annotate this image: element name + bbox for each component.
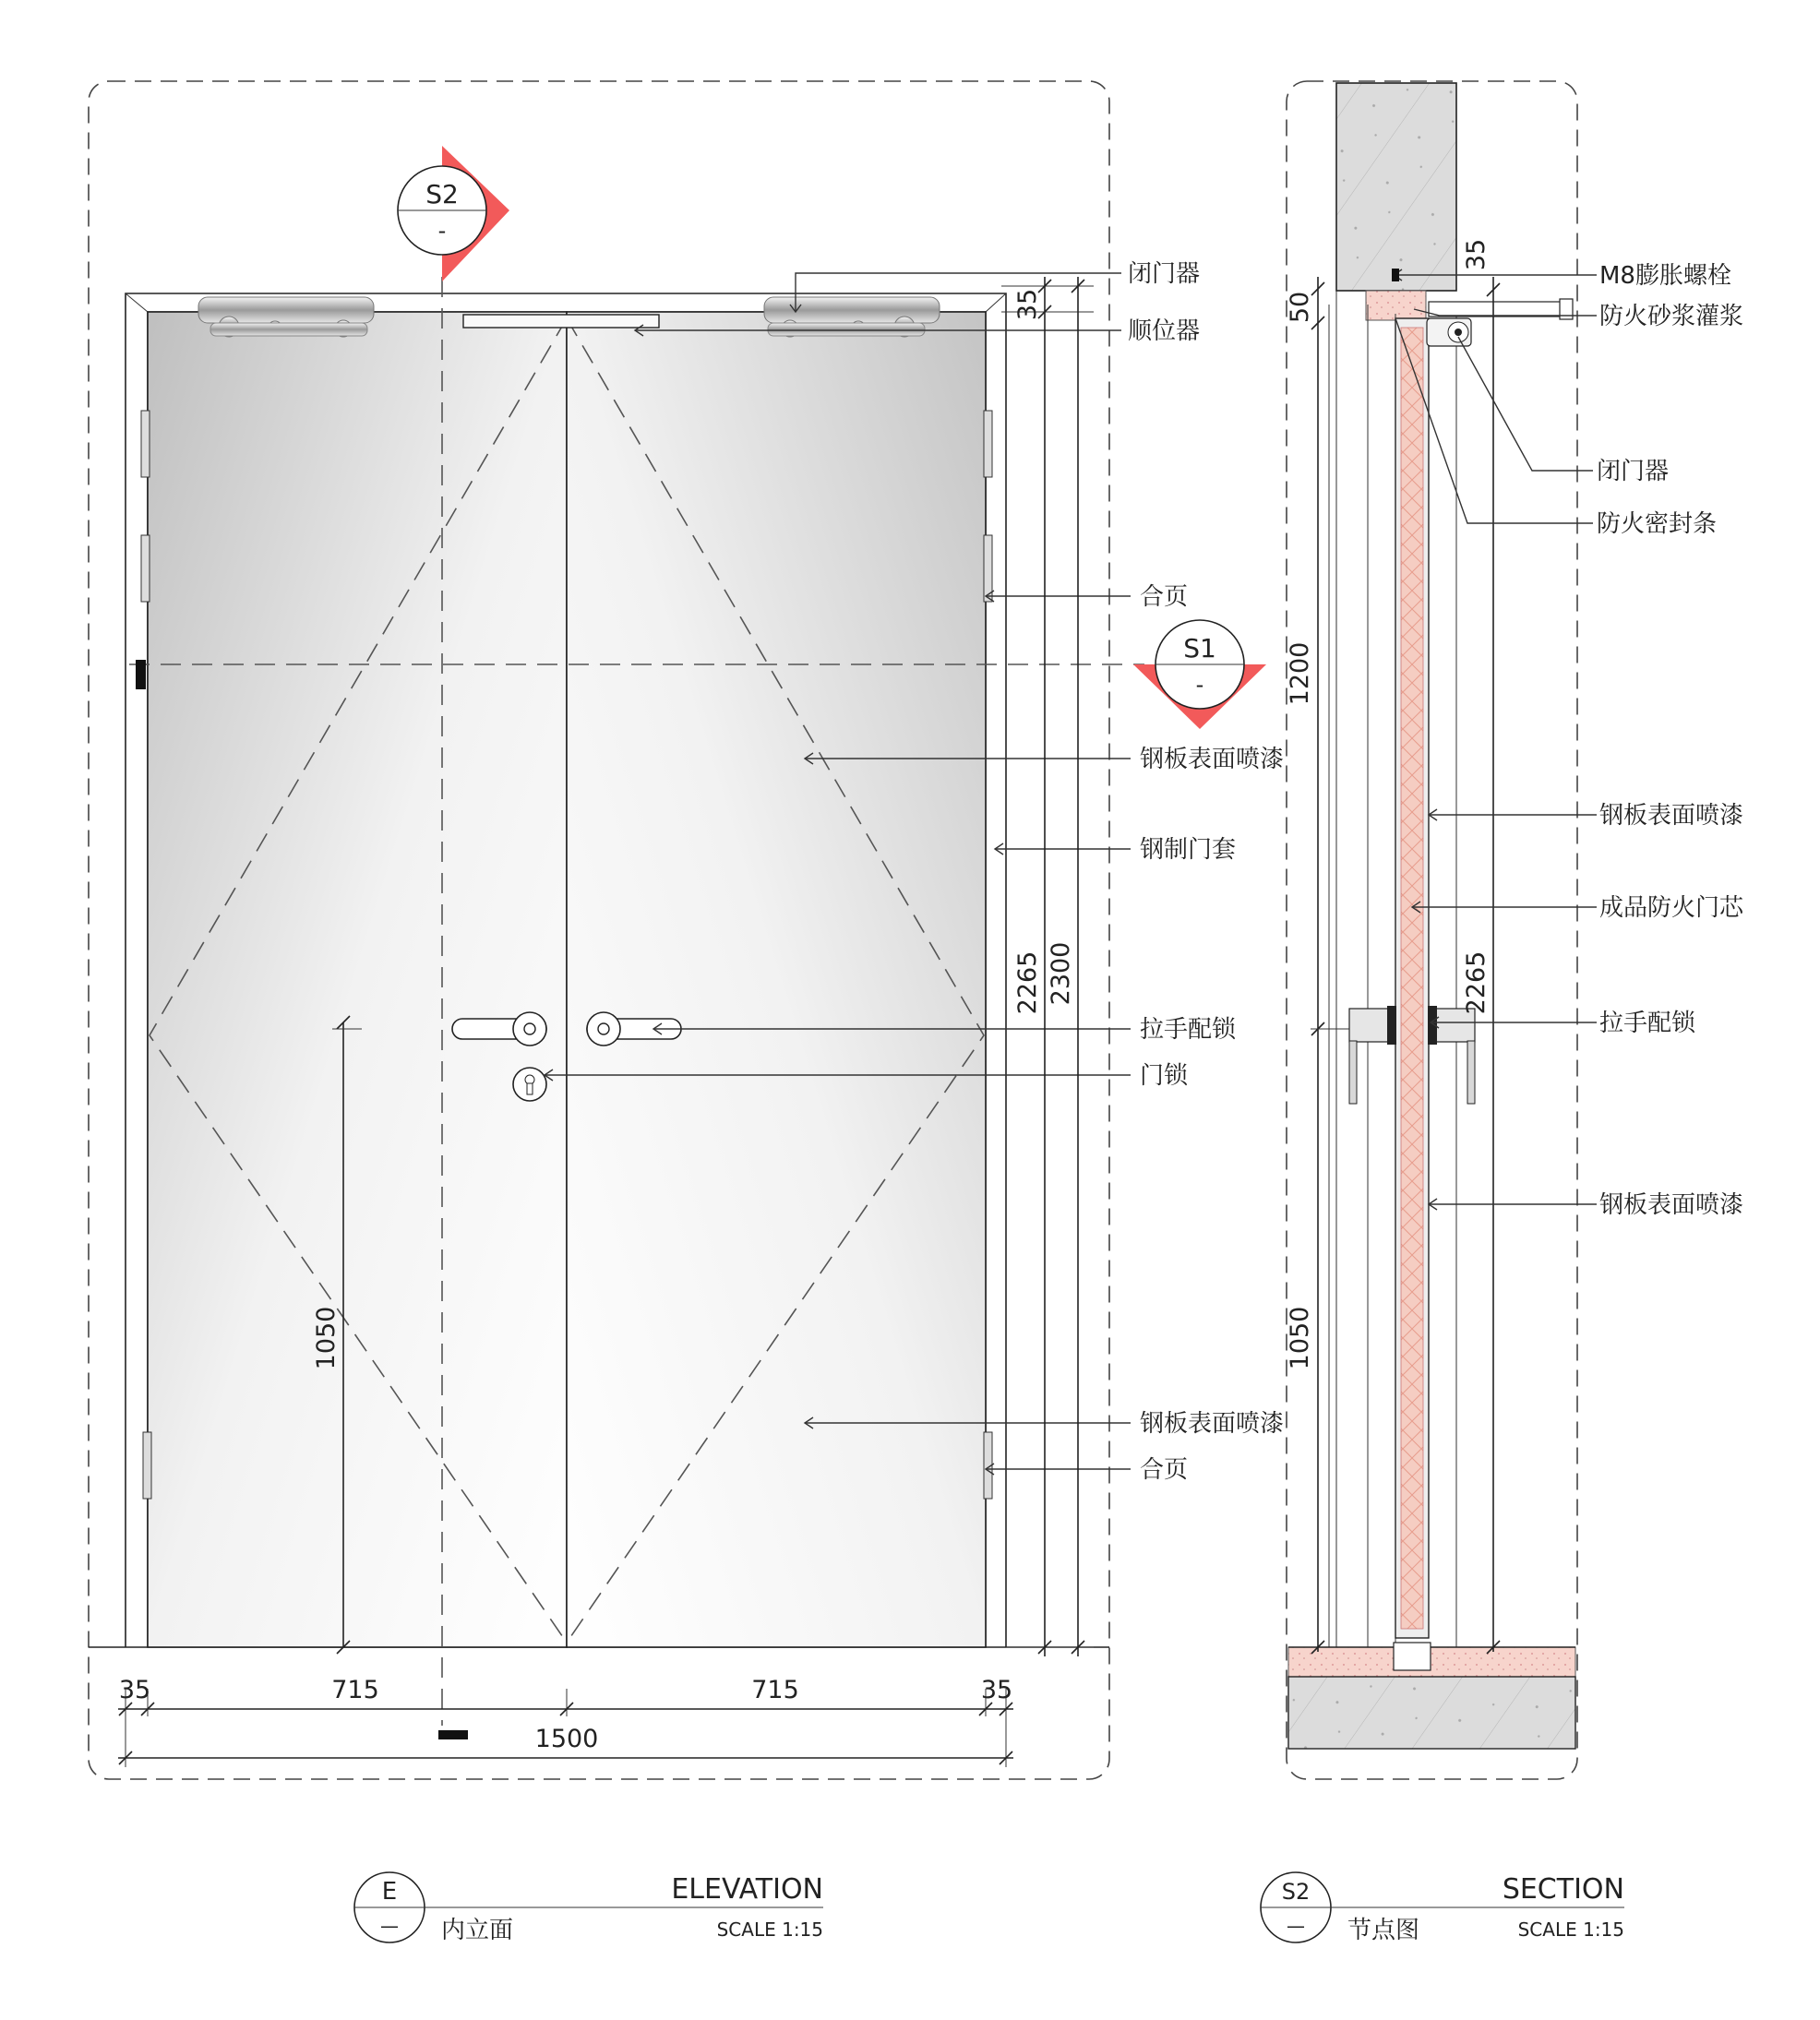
- section-marker-s1-sub: -: [1195, 672, 1204, 698]
- section-marker-s1-code: S1: [1183, 633, 1216, 663]
- section-label-bolt: M8膨胀螺栓: [1599, 262, 1731, 290]
- section-label-handle-lock: 拉手配锁: [1599, 1010, 1696, 1037]
- door-lock-cylinder: [513, 1068, 546, 1101]
- label-steel-paint-2: 钢板表面喷漆: [1140, 1410, 1285, 1438]
- section-title-scale: SCALE 1:15: [1517, 1918, 1624, 1941]
- label-steel-frame: 钢制门套: [1140, 836, 1237, 864]
- section-title-cn: 节点图: [1347, 1917, 1420, 1944]
- section-marker-s1: [1133, 620, 1266, 729]
- elevation-title-cn: 内立面: [441, 1917, 514, 1944]
- section-label-seal-strip: 防火密封条: [1597, 510, 1718, 538]
- door-closer-left: [198, 297, 374, 337]
- section-floor: [1288, 1643, 1575, 1749]
- dim-height-2300: 2300: [1047, 941, 1075, 1006]
- elevation-vertical-dimensions: [1001, 277, 1094, 1656]
- label-hinge-top: 合页: [1140, 583, 1189, 611]
- section-marker-s2-sub: -: [437, 218, 447, 244]
- section-dim-2265: 2265: [1462, 950, 1491, 1015]
- concrete-lintel: [1336, 83, 1456, 291]
- dim-top-35: 35: [1013, 288, 1042, 321]
- section-label-steel-paint-1: 钢板表面喷漆: [1599, 802, 1744, 830]
- elevation-title-en: ELEVATION: [671, 1873, 823, 1906]
- door-leaf-right: [567, 312, 986, 1647]
- section-dim-1050: 1050: [1286, 1306, 1314, 1370]
- section-left-dimensions: [1286, 277, 1349, 1654]
- dim-leaf-left: 715: [331, 1676, 379, 1704]
- elevation-title-marker: E: [381, 1878, 398, 1906]
- section-title-en: SECTION: [1502, 1873, 1624, 1906]
- section-annotations: [1392, 262, 1744, 1219]
- dim-handle-height: 1050: [312, 1306, 341, 1370]
- section-title-block: [1261, 1872, 1624, 1944]
- elevation-view: [89, 81, 1284, 1944]
- dim-leaf-right: 715: [751, 1676, 799, 1704]
- section-marker-s2-code: S2: [425, 179, 459, 209]
- section-view: [1261, 81, 1744, 1944]
- door-sequencer: [463, 315, 659, 328]
- section-dim-top-35: 35: [1462, 238, 1491, 271]
- section-title-marker: S2: [1281, 1879, 1311, 1905]
- label-door-closer: 闭门器: [1128, 260, 1201, 288]
- section-title-sub: —: [1287, 1915, 1305, 1937]
- fire-door-core: [1401, 328, 1423, 1629]
- door-leaf-left: [148, 312, 567, 1647]
- section-label-door-closer: 闭门器: [1597, 458, 1670, 485]
- label-sequencer: 顺位器: [1128, 317, 1201, 345]
- label-door-lock: 门锁: [1140, 1062, 1189, 1090]
- section-label-grout: 防火砂浆灌浆: [1599, 303, 1744, 330]
- label-hinge-bottom: 合页: [1140, 1456, 1189, 1484]
- dim-left-35: 35: [118, 1676, 151, 1704]
- section-label-steel-paint-2: 钢板表面喷漆: [1599, 1191, 1744, 1219]
- section-label-fire-core: 成品防火门芯: [1599, 894, 1744, 922]
- section-right-dimensions: [1462, 239, 1500, 1654]
- elevation-title-scale: SCALE 1:15: [716, 1918, 823, 1941]
- section-door-closer: [1427, 299, 1573, 346]
- elevation-title-block: [354, 1872, 823, 1944]
- label-handle-lock: 拉手配锁: [1140, 1016, 1237, 1044]
- elevation-title-sub: —: [380, 1915, 399, 1937]
- section-dim-top-50: 50: [1286, 291, 1314, 324]
- dim-right-35: 35: [980, 1676, 1013, 1704]
- elevation-horizontal-dimensions: [118, 1676, 1013, 1767]
- section-dim-1200: 1200: [1286, 641, 1314, 706]
- dim-height-2265: 2265: [1013, 950, 1042, 1015]
- dim-total-width: 1500: [534, 1725, 599, 1753]
- section-marker-s2: [398, 146, 509, 281]
- label-steel-paint-1: 钢板表面喷漆: [1140, 746, 1285, 773]
